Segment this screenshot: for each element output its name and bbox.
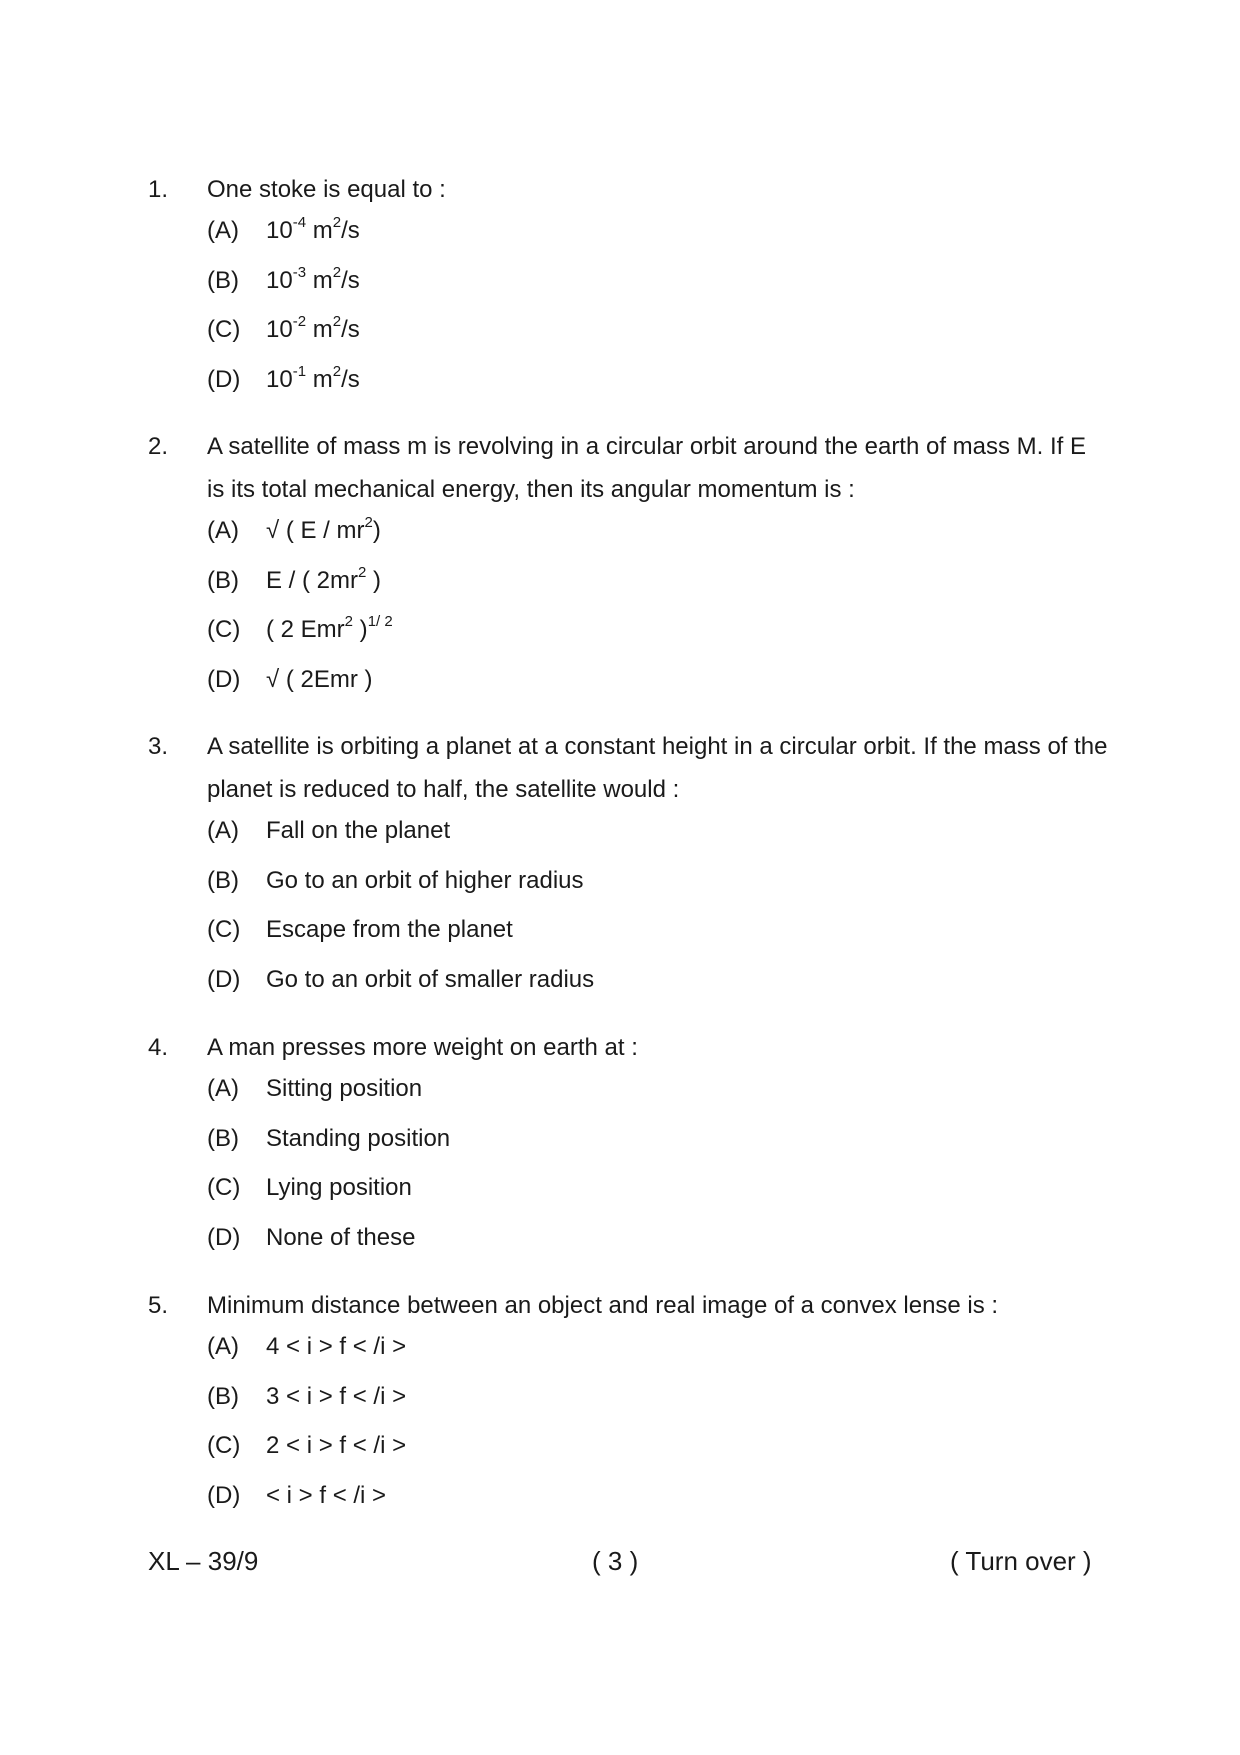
option-b <box>207 563 1108 617</box>
option-label: (B) <box>207 266 239 294</box>
option-label: (D) <box>207 365 241 393</box>
question-number: 5. <box>148 1292 169 1319</box>
question-text: One stoke is equal to : <box>207 176 446 203</box>
option-label: (C) <box>207 316 241 343</box>
option-d <box>207 1482 1108 1532</box>
option-b <box>207 867 1108 917</box>
option-label: (C) <box>207 1174 241 1201</box>
option-label: (A) <box>207 1075 239 1102</box>
option-label: (A) <box>207 517 239 544</box>
option-c <box>207 313 1108 366</box>
option-label: (A) <box>207 217 239 244</box>
options-list <box>207 1333 1108 1531</box>
question-text: A man presses more weight on earth at : <box>207 1034 638 1061</box>
option-value: $10^{-3}$ $m^2/s$ <box>266 263 360 294</box>
option-value: E / ( $2mr^2$ ) <box>266 563 382 594</box>
option-label: (B) <box>207 1124 239 1152</box>
question-2 <box>148 433 1108 715</box>
option-value: 3 < i > f < /i > <box>266 1382 407 1410</box>
option-c <box>207 1432 1108 1482</box>
option-value: None of these <box>266 1223 416 1251</box>
question-number: 1. <box>148 176 169 203</box>
option-value: $10^{-4}$ $m^2/s$ <box>266 214 360 244</box>
option-b <box>207 263 1108 317</box>
option-value: Sitting position <box>266 1075 423 1102</box>
options-list <box>207 214 1108 415</box>
options-list <box>207 1075 1108 1273</box>
question-text: A satellite of mass m is revolving in a circular orbit around the earth of mass M. If E is its total mechanical energy, then its angular momentum is : <box>207 433 1087 503</box>
option-value: Escape from the planet <box>266 916 513 943</box>
option-b <box>207 1125 1108 1175</box>
question-number: 4. <box>148 1034 169 1061</box>
paper-code: XL – 39/9 <box>148 1546 259 1576</box>
option-value: Standing position <box>266 1124 451 1152</box>
option-a <box>207 817 1108 867</box>
question-4 <box>148 1034 1108 1273</box>
option-label: (B) <box>207 1382 239 1410</box>
option-value: < i > f < /i > <box>266 1481 387 1509</box>
option-label: (D) <box>207 665 241 693</box>
option-label: (C) <box>207 916 241 943</box>
option-label: (D) <box>207 1223 241 1251</box>
option-value: √ ( E / $mr^2$) <box>266 514 381 544</box>
option-a <box>207 1075 1108 1125</box>
question-text: Minimum distance between an object and real image of a convex lense is : <box>207 1292 999 1319</box>
option-c <box>207 1174 1108 1224</box>
question-number: 2. <box>148 433 169 460</box>
option-d <box>207 666 1108 716</box>
option-label: (B) <box>207 566 239 594</box>
option-label: (A) <box>207 1333 239 1360</box>
option-value: Fall on the planet <box>266 817 451 844</box>
option-c <box>207 916 1108 966</box>
option-d <box>207 362 1108 416</box>
option-value: Go to an orbit of smaller radius <box>266 965 595 993</box>
question-5 <box>148 1292 1108 1531</box>
option-b <box>207 1383 1108 1433</box>
options-list <box>207 514 1108 715</box>
option-label: (D) <box>207 965 241 993</box>
option-label: (C) <box>207 1432 241 1459</box>
page-number: ( 3 ) <box>592 1546 639 1576</box>
options-list <box>207 817 1108 1015</box>
option-a <box>207 1333 1108 1383</box>
option-label: (D) <box>207 1481 241 1509</box>
option-d <box>207 1224 1108 1274</box>
question-3 <box>148 733 1108 1015</box>
option-value: $10^{-1}$ $m^2/s$ <box>266 362 360 393</box>
option-value: √ ( 2Emr ) <box>266 665 373 693</box>
option-c <box>207 613 1108 666</box>
option-value: ( 2 Emr$^2$ )$^{1/ 2}$ <box>266 613 393 643</box>
option-a <box>207 214 1108 267</box>
option-label: (B) <box>207 866 239 894</box>
option-value: 2 < i > f < /i > <box>266 1432 407 1459</box>
option-label: (A) <box>207 817 239 844</box>
option-value: 4 < i > f < /i > <box>266 1333 407 1360</box>
option-d <box>207 966 1108 1016</box>
option-a <box>207 514 1108 567</box>
option-label: (C) <box>207 616 241 643</box>
turn-over-note: ( Turn over ) <box>950 1546 1092 1576</box>
option-value: Lying position <box>266 1174 412 1201</box>
option-value: $10^{-2}$ $m^2/s$ <box>266 313 360 343</box>
option-value: Go to an orbit of higher radius <box>266 866 584 894</box>
question-text: A satellite is orbiting a planet at a constant height in a circular orbit. If the mass of the planet is reduced to half, the satellite would : <box>207 733 1108 803</box>
question-number: 3. <box>148 733 169 760</box>
question-1 <box>148 176 1108 415</box>
